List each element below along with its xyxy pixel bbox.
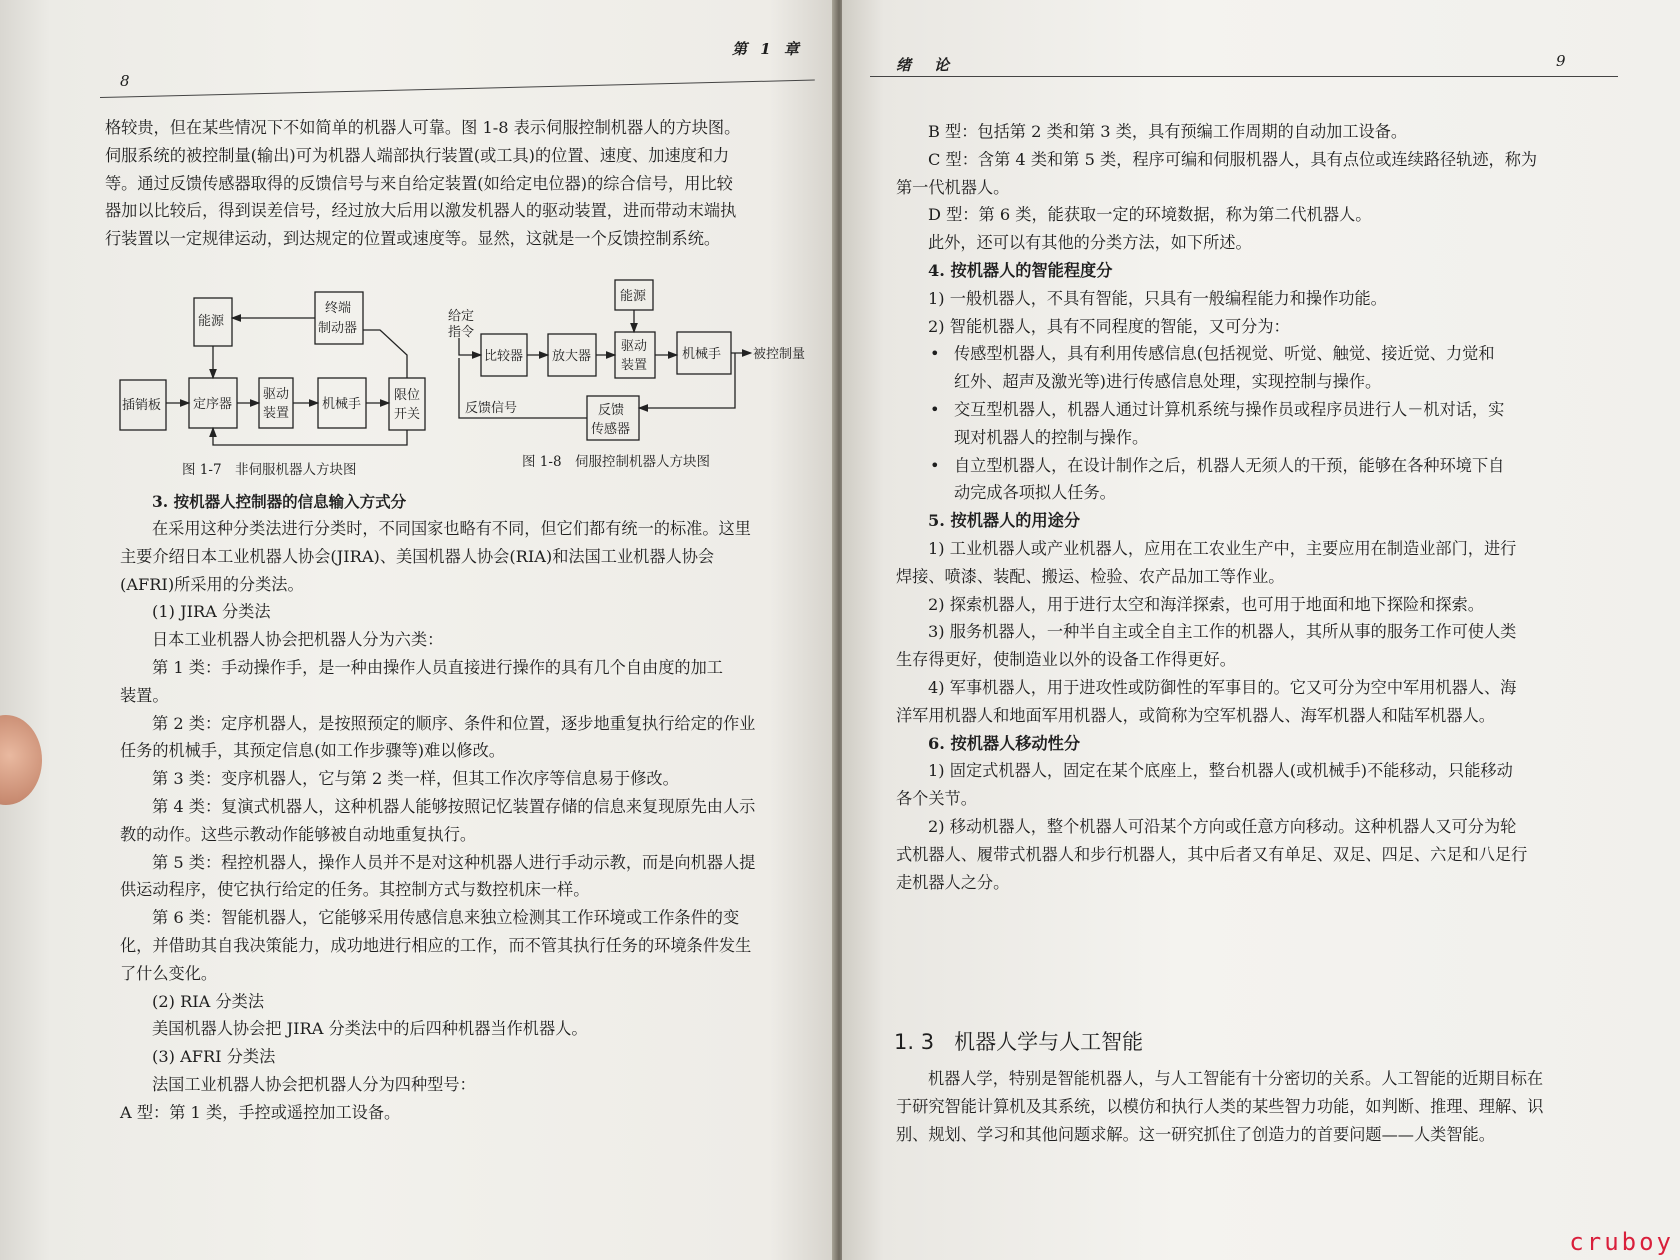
text-line: 任务的机械手，其预定信息(如工作步骤等)难以修改。 — [120, 741, 505, 761]
text-line: 第一代机器人。 — [896, 177, 1010, 197]
text-line: 教的动作。这些示教动作能够被自动地重复执行。 — [120, 824, 477, 844]
text-line: 第 6 类：智能机器人，它能够采用传感信息来独立检测其工作环境或工作条件的变 — [152, 908, 740, 928]
text-line: 第 3 类：变序机器人，它与第 2 类一样，但其工作次序等信息易于修改。 — [152, 769, 679, 789]
text-line: 现对机器人的控制与操作。 — [954, 427, 1149, 447]
text-line: 别、规划、学习和其他问题求解。这一研究抓住了创造力的首要问题——人类智能。 — [896, 1124, 1495, 1144]
text-line: 机器人学，特别是智能机器人，与人工智能有十分密切的关系。人工智能的近期目标在 — [928, 1069, 1544, 1088]
fig8-controlled-label: 被控制量 — [753, 347, 806, 362]
text-line: 生存得更好，使制造业以外的设备工作得更好。 — [896, 650, 1236, 670]
text-line: 化，并借助其自我决策能力，成功地进行相应的工作，而不管其执行任务的环境条件发生 — [120, 935, 752, 955]
text-line: 第 1 类：手动操作手，是一种由操作人员直接进行操作的具有几个自由度的加工 — [152, 657, 723, 677]
fig8-drive-label-2: 装置 — [621, 358, 648, 373]
fig7-drive-label-1: 驱动 — [263, 387, 290, 402]
text-line: • 传感型机器人，具有利用传感信息(包括视觉、听觉、触觉、接近觉、力觉和 — [896, 340, 1537, 368]
text-line: 洋军用机器人和地面军用机器人，或简称为空军机器人、海军机器人和陆军机器人。 — [896, 705, 1495, 725]
text-line: 第 2 类：定序机器人，是按照预定的顺序、条件和位置，逐步地重复执行给定的作业 — [152, 713, 756, 733]
text-line: 器加以比较后，得到误差信号，经过放大后用以激发机器人的驱动装置，进而带动末端执 — [105, 201, 737, 221]
fig7-plugboard-label: 插销板 — [122, 398, 162, 413]
text-line: 于研究智能计算机及其系统，以模仿和执行人类的某些智力功能，如判断、推理、理解、识 — [896, 1096, 1544, 1116]
text-line: (3) AFRI 分类法 — [152, 1047, 276, 1067]
fig7-manipulator-label: 机械手 — [322, 397, 362, 412]
text-line: (AFRI)所采用的分类法。 — [120, 574, 304, 594]
text-line: 走机器人之分。 — [896, 872, 1010, 892]
text-line: 等。通过反馈传感器取得的反馈信号与来自给定装置(如给定电位器)的综合信号，用比较 — [105, 173, 733, 193]
text-line: D 型：第 6 类，能获取一定的环境数据，称为第二代机器人。 — [928, 205, 1372, 225]
fig7-terminal-label-1: 终端 — [325, 301, 352, 316]
text-line: • 交互型机器人，机器人通过计算机系统与操作员或程序员进行人－机对话，实 — [896, 396, 1537, 424]
text-line: A 型：第 1 类，手控或遥控加工设备。 — [120, 1102, 401, 1122]
text-line: 2) 智能机器人，具有不同程度的智能，又可分为： — [928, 316, 1290, 336]
section-1-3-title: 机器人学与人工智能 — [954, 1030, 1144, 1054]
fig7-power-label: 能源 — [198, 314, 225, 329]
left-chapter-header: 第 1 章 — [732, 40, 803, 58]
fig8-power-label: 能源 — [620, 289, 647, 304]
text-line: 法国工业机器人协会把机器人分为四种型号： — [152, 1074, 476, 1094]
left-header-rule — [100, 80, 815, 98]
text-line: 红外、超声及激光等)进行传感信息处理，实现控制与操作。 — [954, 372, 1382, 392]
text-line: 5. 按机器人的用途分 — [928, 511, 1081, 531]
text-line: B 型：包括第 2 类和第 3 类，具有预编工作周期的自动加工设备。 — [928, 122, 1408, 141]
section-1-3-body — [896, 1065, 1544, 1148]
text-line: 伺服系统的被控制量(输出)可为机器人端部执行装置(或工具)的位置、速度、加速度和力 — [105, 145, 730, 165]
text-line: 焊接、喷漆、装配、搬运、检验、农产品加工等作业。 — [896, 566, 1285, 586]
text-line: 4. 按机器人的智能程度分 — [928, 260, 1113, 280]
intro-paragraph — [105, 114, 740, 253]
fig7-sequencer-label: 定序器 — [193, 397, 233, 412]
text-line: 各个关节。 — [896, 789, 977, 809]
text-line: • 自立型机器人，在设计制作之后，机器人无须人的干预，能够在各种环境下自 — [896, 452, 1537, 480]
text-line: 6. 按机器人移动性分 — [928, 733, 1081, 753]
text-line: 此外，还可以有其他的分类方法，如下所述。 — [928, 233, 1252, 253]
terminal-brake-block — [315, 292, 363, 344]
thumb-photo — [0, 715, 42, 805]
limit-switch-block — [389, 378, 425, 430]
fig8-sensor-label-1: 反馈 — [598, 403, 625, 418]
figure-1-7-diagram — [110, 290, 430, 460]
fig8-comparator-label: 比较器 — [484, 349, 524, 364]
text-line: (1) JIRA 分类法 — [152, 602, 271, 622]
left-page — [0, 0, 836, 1260]
section-1-3-heading — [894, 1026, 1143, 1056]
text-line: 4) 军事机器人，用于进攻性或防御性的军事目的。它又可分为空中军用机器人、海 — [928, 677, 1517, 697]
fig8-feedback-signal-label: 反馈信号 — [465, 401, 518, 416]
text-line: 动完成各项拟人任务。 — [954, 483, 1116, 503]
text-line: 第 5 类：程控机器人，操作人员并不是对这种机器人进行手动示教，而是向机器人提 — [152, 852, 756, 872]
text-line: 日本工业机器人协会把机器人分为六类： — [152, 630, 444, 650]
text-line: 1) 固定式机器人，固定在某个底座上，整台机器人(或机械手)不能移动，只能移动 — [928, 761, 1513, 781]
fig8-setpoint-label-1: 给定 — [448, 309, 475, 324]
text-line: 在采用这种分类法进行分类时，不同国家也略有不同，但它们都有统一的标准。这里 — [152, 519, 751, 538]
text-line: (2) RIA 分类法 — [152, 991, 265, 1011]
right-page-number: 9 — [1556, 52, 1570, 70]
fig7-terminal-label-2: 制动器 — [318, 321, 358, 336]
section-3-heading: 3. 按机器人控制器的信息输入方式分 — [152, 492, 407, 511]
fig8-amplifier-label: 放大器 — [552, 349, 592, 364]
text-line: 2) 移动机器人，整个机器人可沿某个方向或任意方向移动。这种机器人又可分为轮 — [928, 816, 1517, 836]
text-line: C 型：含第 4 类和第 5 类，程序可编和伺服机器人，具有点位或连续路径轨迹，称为 — [928, 149, 1538, 169]
figure-1-7-caption: 图 1-7 非伺服机器人方块图 — [182, 462, 357, 478]
fig8-drive-label-1: 驱动 — [621, 339, 648, 354]
left-page-number: 8 — [120, 72, 134, 90]
text-line: 3) 服务机器人，一种半自主或全自主工作的机器人，其所从事的服务工作可使人类 — [928, 622, 1517, 642]
section-1-3-number: 1. 3 — [894, 1030, 935, 1054]
fig7-limit-label-2: 开关 — [394, 407, 421, 422]
fig7-drive-label-2: 装置 — [263, 406, 290, 421]
fig8-sensor-label-2: 传感器 — [591, 422, 631, 437]
text-line: 了什么变化。 — [120, 963, 218, 983]
text-line: 行装置以一定规律运动，到达规定的位置或速度等。显然，这就是一个反馈控制系统。 — [105, 229, 721, 249]
text-line: 主要介绍日本工业机器人协会(JIRA)、美国机器人协会(RIA)和法国工业机器人协会 — [120, 546, 715, 566]
fig8-setpoint-label-2: 指令 — [448, 325, 475, 340]
text-line: 第 4 类：复演式机器人，这种机器人能够按照记忆装置存储的信息来复现原先由人示 — [152, 796, 756, 816]
right-body-text — [896, 118, 1537, 896]
text-line: 美国机器人协会把 JIRA 分类法中的后四种机器当作机器人。 — [152, 1019, 588, 1039]
section-3-body — [120, 515, 755, 1127]
text-line: 1) 一般机器人，不具有智能，只具有一般编程能力和操作功能。 — [928, 288, 1387, 308]
right-chapter-header: 绪 论 — [896, 56, 954, 74]
text-line: 式机器人、履带式机器人和步行机器人，其中后者又有单足、双足、四足、六足和八足行 — [896, 844, 1528, 864]
watermark: cruboy — [1569, 1228, 1674, 1256]
text-line: 装置。 — [120, 685, 169, 705]
right-page — [842, 0, 1680, 1260]
fig8-manipulator-label: 机械手 — [682, 347, 722, 362]
text-line: 1) 工业机器人或产业机器人，应用在工农业生产中，主要应用在制造业部门，进行 — [928, 538, 1517, 558]
right-header-rule — [870, 76, 1618, 77]
text-line: 供运动程序，使它执行给定的任务。其控制方式与数控机床一样。 — [120, 880, 590, 900]
fig7-limit-label-1: 限位 — [394, 388, 421, 403]
text-line: 2) 探索机器人，用于进行太空和海洋探索，也可用于地面和地下探险和探索。 — [928, 594, 1484, 614]
figure-1-8-diagram — [445, 278, 825, 448]
text-line: 格较贵，但在某些情况下不如简单的机器人可靠。图 1-8 表示伺服控制机器人的方块图。 — [105, 118, 741, 137]
figure-1-8-caption: 图 1-8 伺服控制机器人方块图 — [522, 454, 711, 470]
